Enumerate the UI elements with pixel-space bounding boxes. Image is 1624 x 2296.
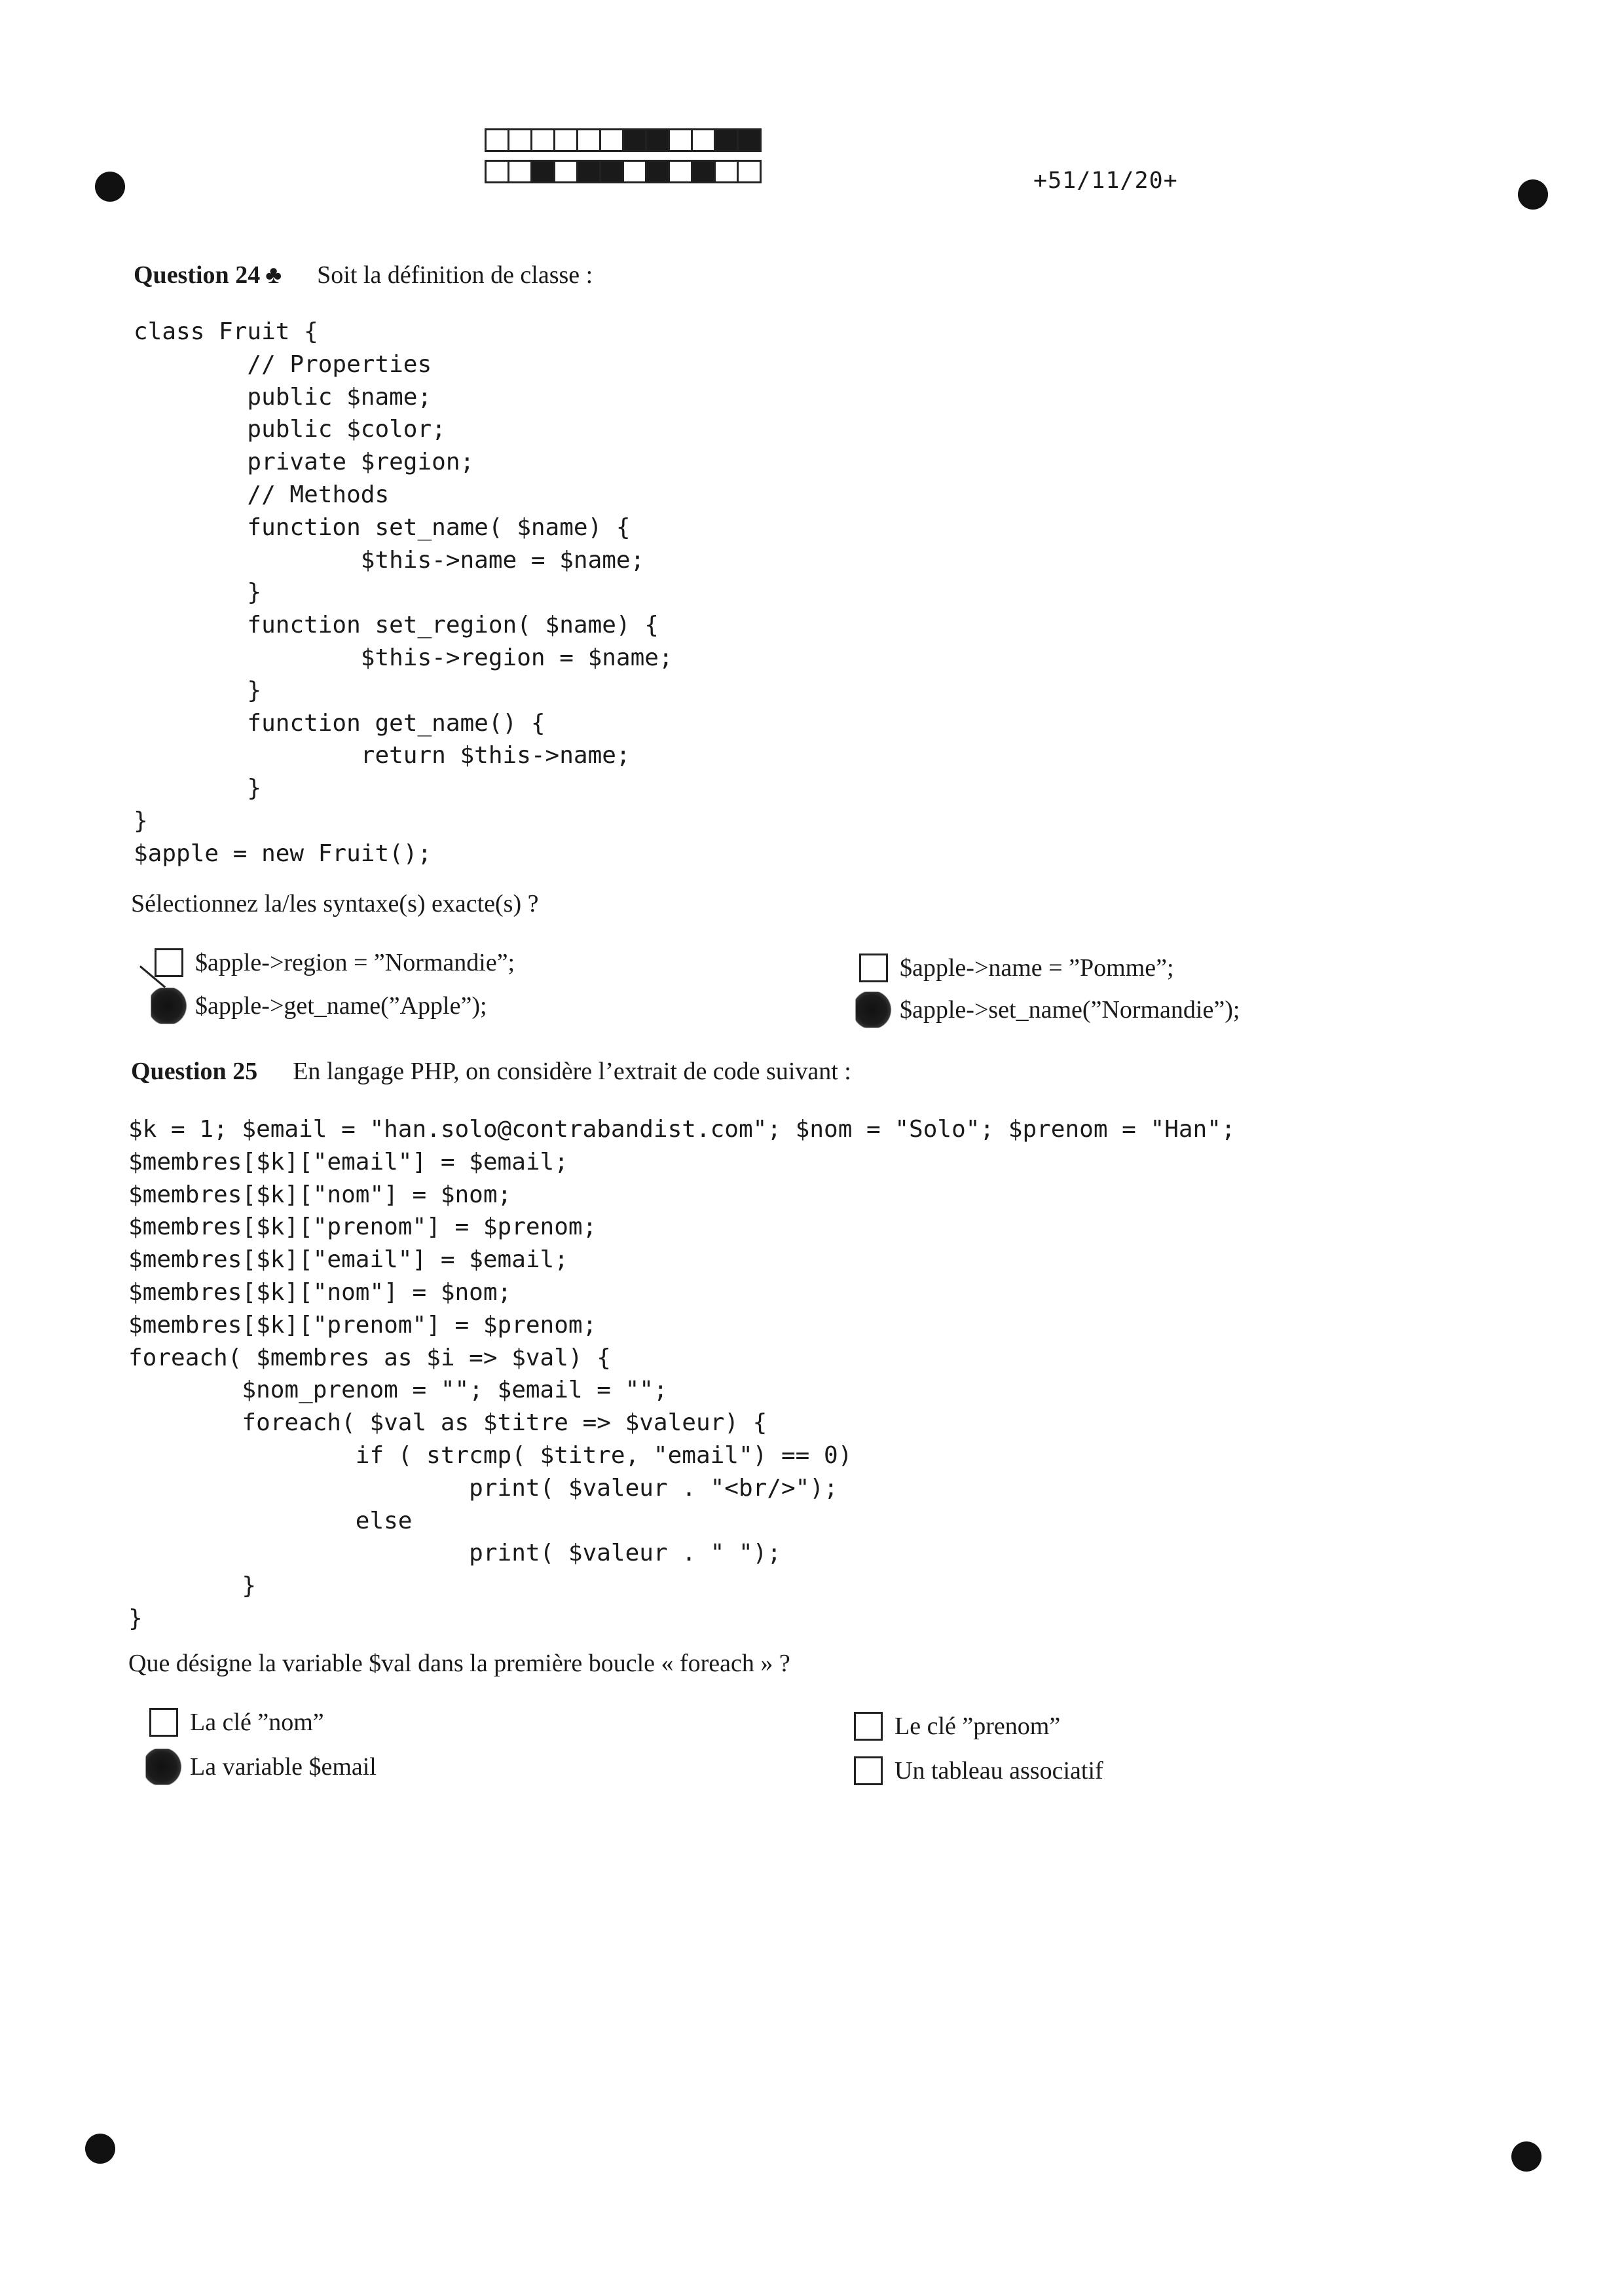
question-25-heading	[131, 1057, 851, 1086]
checkbox[interactable]	[149, 1708, 178, 1737]
question-24-prompt: Sélectionnez la/les syntaxe(s) exacte(s) ?	[131, 890, 539, 917]
q25-option-cle-prenom[interactable]	[854, 1712, 1060, 1741]
checkbox[interactable]	[859, 954, 888, 982]
barcode-cell	[576, 128, 601, 152]
question-25-code: $k = 1; $email = "han.solo@contrabandist.com"; $nom = "Solo"; $prenom = "Han"; $membres[$k]["email"] = $email; $membres[$k]["nom"] = $nom; $membres[$k]["prenom"] = $prenom; $membres[$k]["email"] = $email; $membres[$k]["nom"] = $nom; $membres[$k]["prenom"] = $prenom; foreach( $membres as $i => $val) { $nom_prenom = ""; $email = ""; foreach( $val as $titre => $valeur) { if ( strcmp( $titre, "email") == 0) print( $valeur . "<br/>"); else print( $valeur . " "); } }	[128, 1116, 1236, 1632]
q24-option-get-name[interactable]	[155, 991, 487, 1020]
barcode-cell	[599, 128, 624, 152]
registration-mark-top-right	[1518, 179, 1548, 210]
barcode-cell	[622, 128, 647, 152]
q25-option-tableau-associatif[interactable]	[854, 1756, 1103, 1785]
q25-option-variable-email[interactable]	[149, 1752, 377, 1781]
registration-mark-bottom-left	[85, 2134, 115, 2164]
question-24-intro: Soit la définition de classe :	[317, 261, 593, 289]
barcode-top	[485, 128, 760, 152]
barcode-bottom	[485, 160, 760, 183]
barcode-cell	[668, 128, 693, 152]
option-label: $apple->set_name(”Normandie”);	[900, 996, 1240, 1024]
checkbox[interactable]	[151, 988, 187, 1024]
barcode-cell	[485, 128, 509, 152]
checkbox[interactable]	[155, 948, 183, 977]
barcode-cell	[645, 128, 670, 152]
barcode-cell	[553, 128, 578, 152]
barcode-cell	[622, 160, 647, 183]
question-25-prompt: Que désigne la variable $val dans la première boucle « foreach » ?	[128, 1650, 790, 1677]
barcode-cell	[691, 128, 716, 152]
question-25-number: Question 25	[131, 1058, 258, 1085]
option-label: $apple->region = ”Normandie”;	[195, 949, 515, 976]
barcode-cell	[737, 160, 762, 183]
barcode-cell	[485, 160, 509, 183]
barcode-cell	[530, 128, 555, 152]
barcode-cell	[599, 160, 624, 183]
page-identifier: +51/11/20+	[1033, 168, 1178, 194]
barcode-cell	[691, 160, 716, 183]
q24-option-region[interactable]	[155, 948, 515, 977]
barcode-cell	[576, 160, 601, 183]
question-24-number: Question 24 ♣	[134, 261, 282, 289]
barcode-cell	[507, 160, 532, 183]
checkbox[interactable]	[854, 1712, 883, 1741]
checkbox[interactable]	[854, 1756, 883, 1785]
barcode-cell	[737, 128, 762, 152]
club-icon: ♣	[265, 261, 282, 289]
barcode-cell	[668, 160, 693, 183]
barcode-cell	[645, 160, 670, 183]
barcode-cell	[507, 128, 532, 152]
q24-option-name[interactable]	[859, 954, 1174, 982]
q24-option-set-name[interactable]	[859, 995, 1240, 1024]
registration-mark-bottom-right	[1511, 2141, 1541, 2172]
option-label: La clé ”nom”	[190, 1709, 324, 1736]
barcode-cell	[553, 160, 578, 183]
barcode-cell	[530, 160, 555, 183]
registration-mark-top-left	[95, 172, 125, 202]
barcode-cell	[714, 160, 739, 183]
barcode-cell	[714, 128, 739, 152]
question-24-code: class Fruit { // Properties public $name; public $color; private $region; // Methods function set_name( $name) { $this->name = $name; } function set_region( $name) { $this->region = $name; } function get_name() { return $this->name; } } $apple = new Fruit();	[134, 318, 673, 867]
checkbox[interactable]	[856, 992, 892, 1028]
option-label: $apple->name = ”Pomme”;	[900, 954, 1174, 982]
option-label: $apple->get_name(”Apple”);	[195, 992, 487, 1020]
question-25-intro: En langage PHP, on considère l’extrait de code suivant :	[293, 1058, 851, 1085]
option-label: La variable $email	[190, 1753, 377, 1781]
question-24-heading	[134, 261, 593, 289]
q25-option-cle-nom[interactable]	[149, 1708, 324, 1737]
option-label: Un tableau associatif	[895, 1757, 1103, 1785]
checkbox[interactable]	[146, 1749, 182, 1785]
option-label: Le clé ”prenom”	[895, 1713, 1061, 1740]
